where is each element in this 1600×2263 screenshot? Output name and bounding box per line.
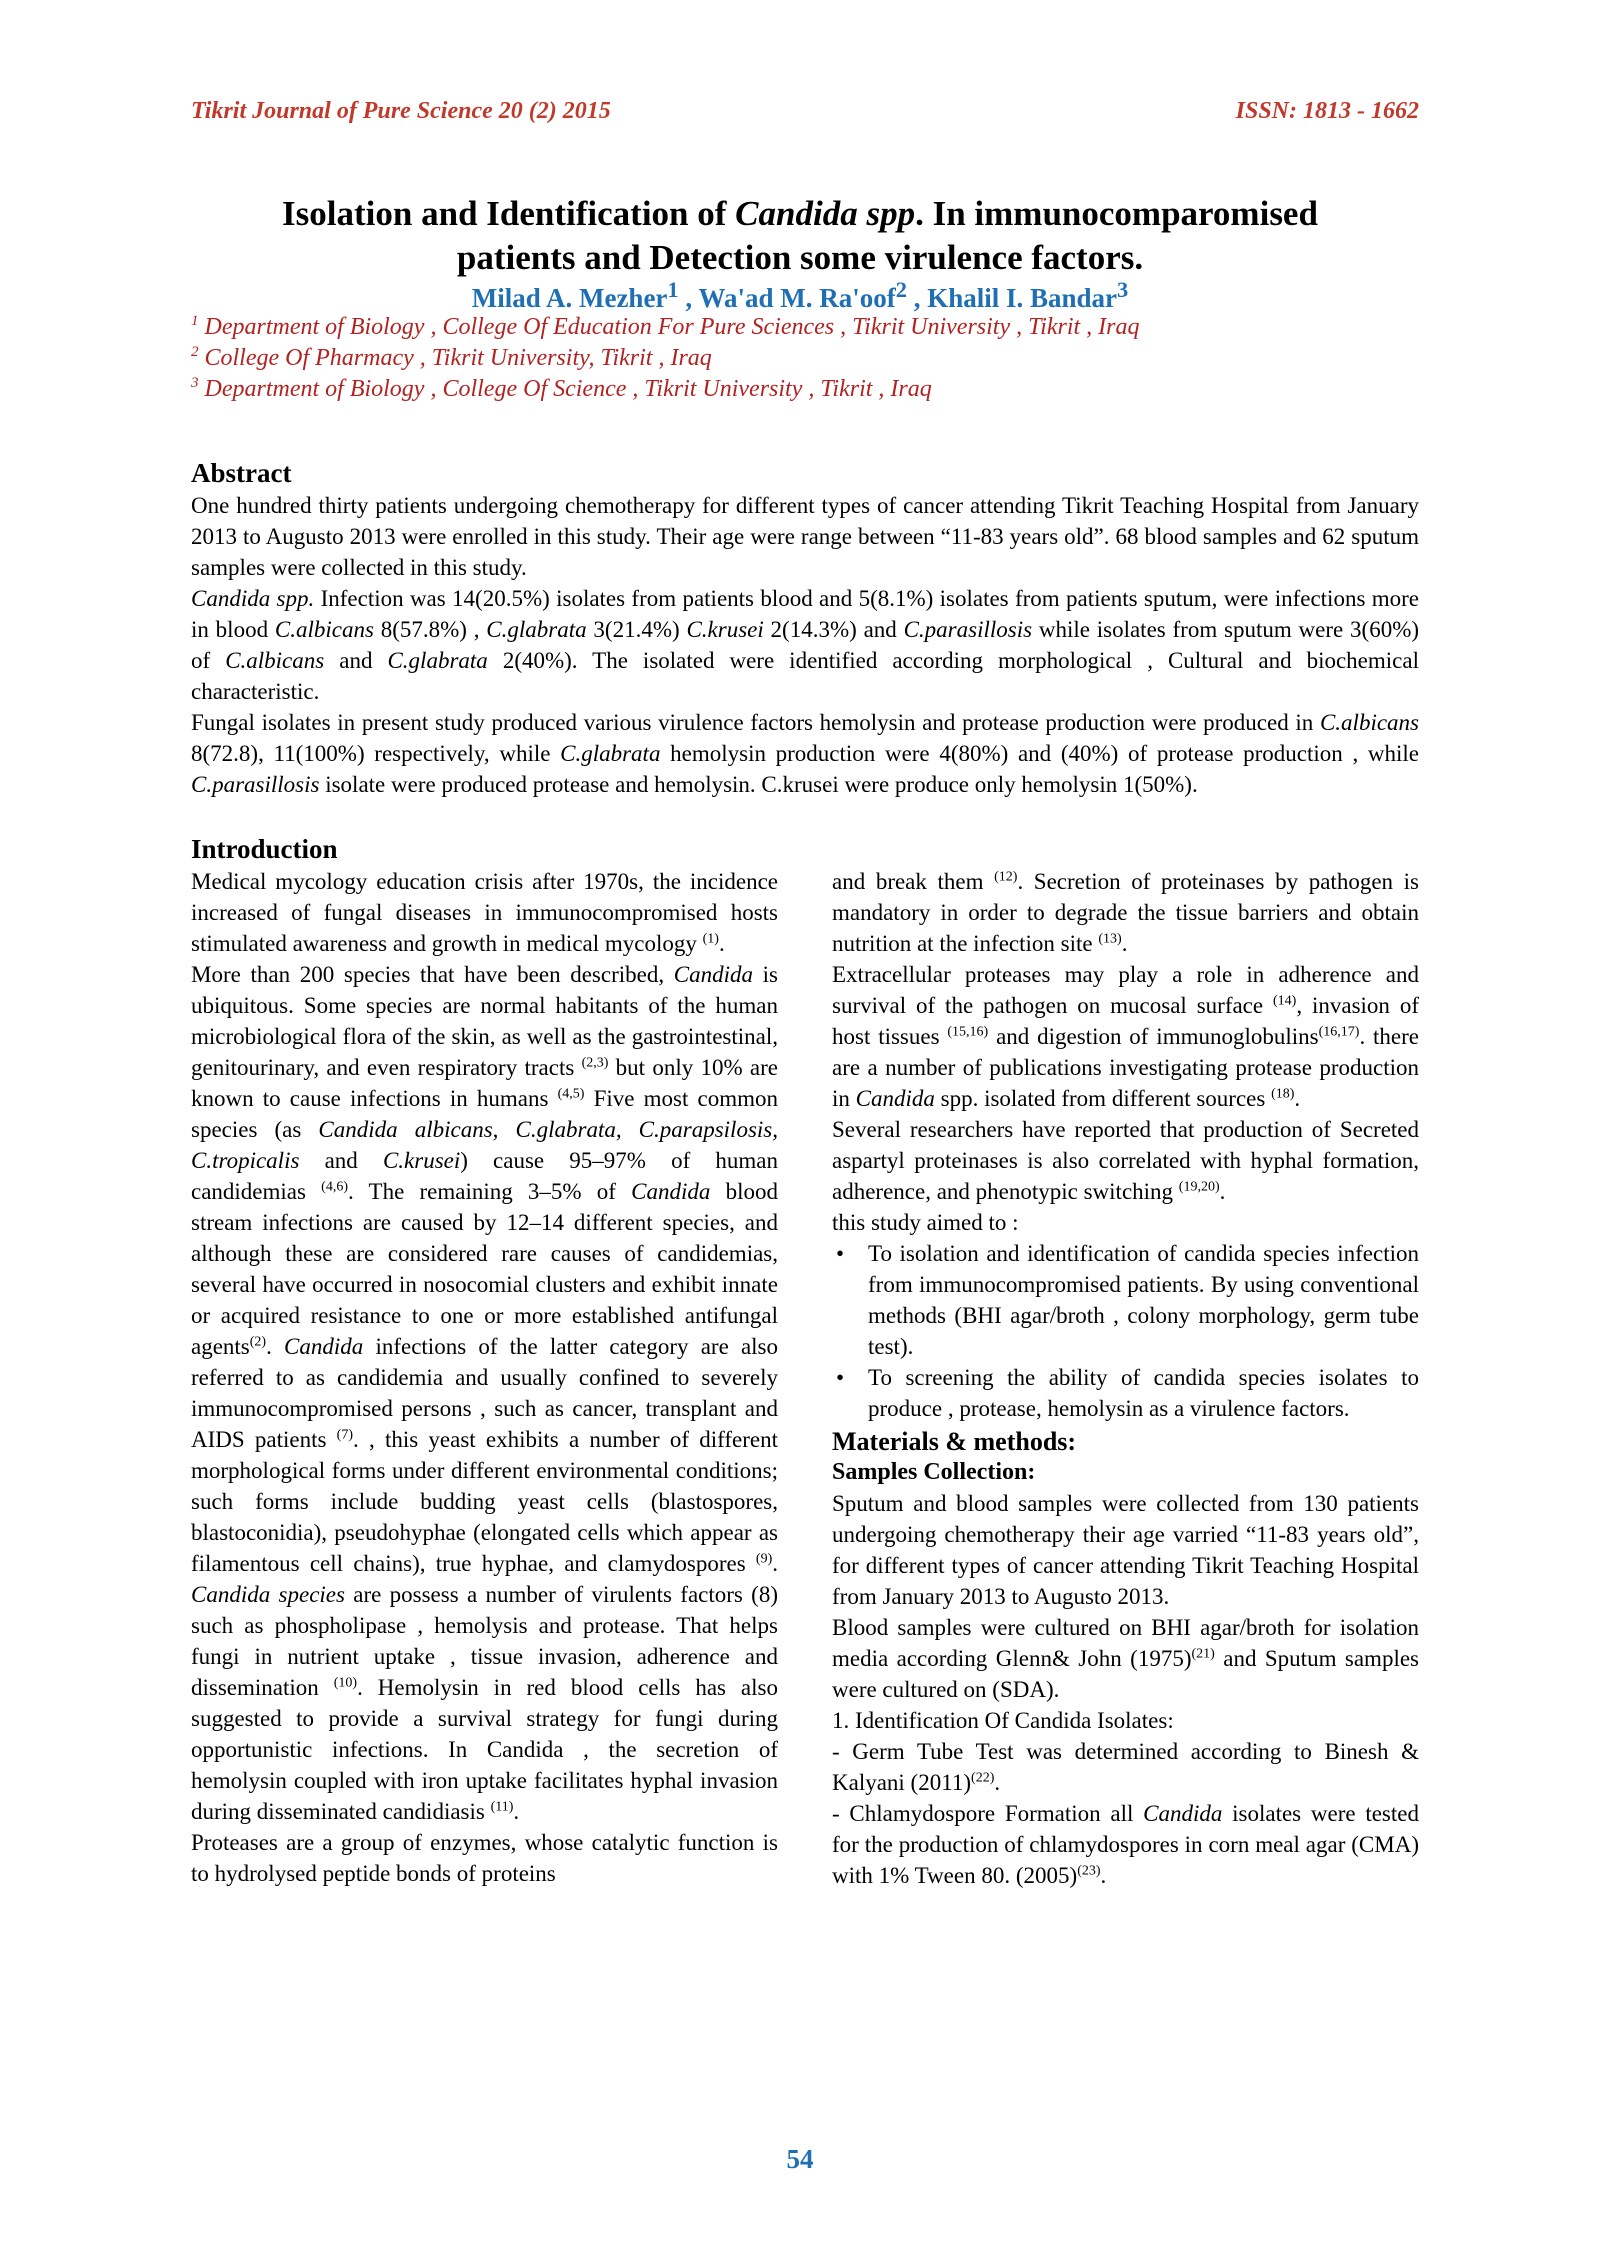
author-3: Khalil I. Bandar [927,283,1118,313]
issn-header: ISSN: 1813 - 1662 [1235,98,1419,124]
left-column [191,866,778,1889]
affiliation-1: $^1$ Department of Biology , College Of Education For Pure Sciences , Tikrit University , Tikrit , Iraq [191,313,1140,340]
right-column [832,866,1419,1891]
abstract-paragraph: Candida spp. Infection was 14(20.5%) isolates from patients blood and 5(8.1%) isolates from patients sputum, were infections more in blood C.albicans 8(57.8%) , C.glabrata 3(21.4%) C.krusei 2(14.3%) and C.parasillosis while isolates from sputum were 3(60%) of C.albicans and C.glabrata 2(40%). The isolated were identified according morphological , Cultural and biochemical characteristic. [191,586,1420,704]
paper-title: Isolation and Identification of Candida spp. In immunocomparomised patients and Detection some virulence factors. [282,194,1318,277]
author-2: Wa'ad M. Ra'oof [698,283,896,313]
samples-subheading: Samples Collection: [832,1459,1036,1485]
author-1: Milad A. Mezher [471,283,668,313]
abstract-paragraph: One hundred thirty patients undergoing chemotherapy for different types of cancer attending Tikrit Teaching Hospital from January 2013 to Augusto 2013 were enrolled in this study. Their age were range between “11-83 years old”. 68 blood samples and 62 sputum samples were collected in this study. [191,493,1419,580]
intro-paragraph: Proteases are a group of enzymes, whose catalytic function is to hydrolysed peptide bonds of proteins [191,1830,778,1886]
introduction-heading: Introduction [191,834,338,864]
affiliation-2: $^2$ College Of Pharmacy , Tikrit University, Tikrit , Iraq [191,344,712,371]
bullet-icon: • [836,1241,845,1266]
page-number: 54 [786,2144,814,2174]
abstract-paragraph: Fungal isolates in present study produced various virulence factors hemolysin and protease production were produced in C.albicans 8(72.8), 11(100%) respectively, while C.glabrata hemolysin production were 4(80%) and (40%) of protease production , while C.parasillosis isolate were produced protease and hemolysin. C.krusei were produce only hemolysin 1(50%). [191,710,1419,797]
affiliation-3: $^3$ Department of Biology , College Of Science , Tikrit University , Tikrit , Iraq [191,375,932,402]
intro-paragraph: and break them $^{(12)}$. Secretion of proteinases by pathogen is mandatory in order to degrade the tissue barriers and obtain nutrition at the infection site $^{(13)}$. [832,869,1419,956]
journal-header: Tikrit Journal of Pure Science 20 (2) 2015 [191,98,611,124]
intro-paragraph: this study aimed to : [832,1210,1019,1235]
intro-paragraph: More than 200 species that have been described, Candida is ubiquitous. Some species are normal habitants of the human microbiological flora of the skin, as well as the gastrointestinal, genitourinary, and even respiratory tracts $^{(2,3)}$ but only 10% are known to cause infections in humans $^{(4,5)}$ Five most common species (as Candida albicans, C.glabrata, C.parapsilosis, C.tropicalis and C.krusei) cause 95–97% of human candidemias $^{(4,6)}$. The remaining 3–5% of Candida blood stream infections are caused by 12–14 different species, and although these are considered rare causes of candidemias, several have occurred in nosocomial clusters and exhibit innate or acquired resistance to one or more established antifungal agents$^{(2)}$. Candida infections of the latter category are also referred to as candidemia and usually confined to severely immunocompromised persons , such as cancer, transplant and AIDS patients $^{(7)}$. , this yeast exhibits a number of different morphological forms under different environmental conditions; such forms include budding yeast cells (blastospores, blastoconidia), pseudohyphae (elongated cells which appear as filamentous cell chains), true hyphae, and clamydospores $^{(9)}$. Candida species are possess a number of virulents factors (8) such as phospholipase , hemolysis and protease. That helps fungi in nutrient uptake , tissue invasion, adherence and dissemination $^{(10)}$. Hemolysin in red blood cells has also suggested to provide a survival strategy for fungi during opportunistic infections. In Candida , the secretion of hemolysin coupled with iron uptake facilitates hyphal invasion during disseminated candidiasis $^{(11)}$. [191,962,779,1824]
methods-paragraph: Blood samples were cultured on BHI agar/broth for isolation media according Glenn& John $(1975)^{(21)}$ and Sputum samples were cultured on (SDA). [832,1615,1419,1702]
aim-bullet: • To screening the ability of candida species isolates to produce , protease, hemolysin as a virulence factors. [832,1362,1419,1424]
methods-paragraph: Sputum and blood samples were collected from 130 patients undergoing chemotherapy their age varried “11-83 years old”, for different types of cancer attending Tikrit Teaching Hospital from January 2013 to Augusto 2013. [832,1491,1419,1609]
abstract-body [191,490,1419,800]
methods-heading: Materials & methods: [832,1427,1077,1456]
intro-paragraph: Extracellular proteases may play a role in adherence and survival of the pathogen on mucosal surface $^{(14)}$, invasion of host tissues $^{(15,16)}$ and digestion of immunoglobulins$^{(16,17)}$. there are a number of publications investigating protease production in Candida spp. isolated from different sources $^{(18)}$. [832,962,1420,1111]
methods-paragraph: 1. Identification Of Candida Isolates: [832,1708,1174,1733]
aim-bullet: • To isolation and identification of candida species infection from immunocompromised patients. By using conventional methods (BHI agar/broth , colony morphology, germ tube test). [832,1238,1419,1362]
intro-paragraph: Medical mycology education crisis after 1970s, the incidence increased of fungal diseases in immunocompromised hosts stimulated awareness and growth in medical mycology $^{(1)}$. [191,869,778,956]
intro-paragraph: Several researchers have reported that production of Secreted aspartyl proteinases is also correlated with hyphal formation, adherence, and phenotypic switching $^{(19,20)}$. [832,1117,1419,1204]
abstract-heading: Abstract [191,458,292,488]
methods-paragraph: - Germ Tube Test was determined according to Binesh & Kalyani $(2011)^{(22)}$. [832,1739,1419,1795]
bullet-icon: • [836,1365,845,1390]
methods-paragraph: - Chlamydospore Formation all Candida isolates were tested for the production of chlamydospores in corn meal agar (CMA) with 1% Tween 80. $(2005)^{(23)}$. [832,1801,1419,1888]
author-list: Milad A. Mezher$^1$ , Wa'ad M. Ra'oof$^2$ , Khalil I. Bandar$^3$ [471,277,1129,313]
